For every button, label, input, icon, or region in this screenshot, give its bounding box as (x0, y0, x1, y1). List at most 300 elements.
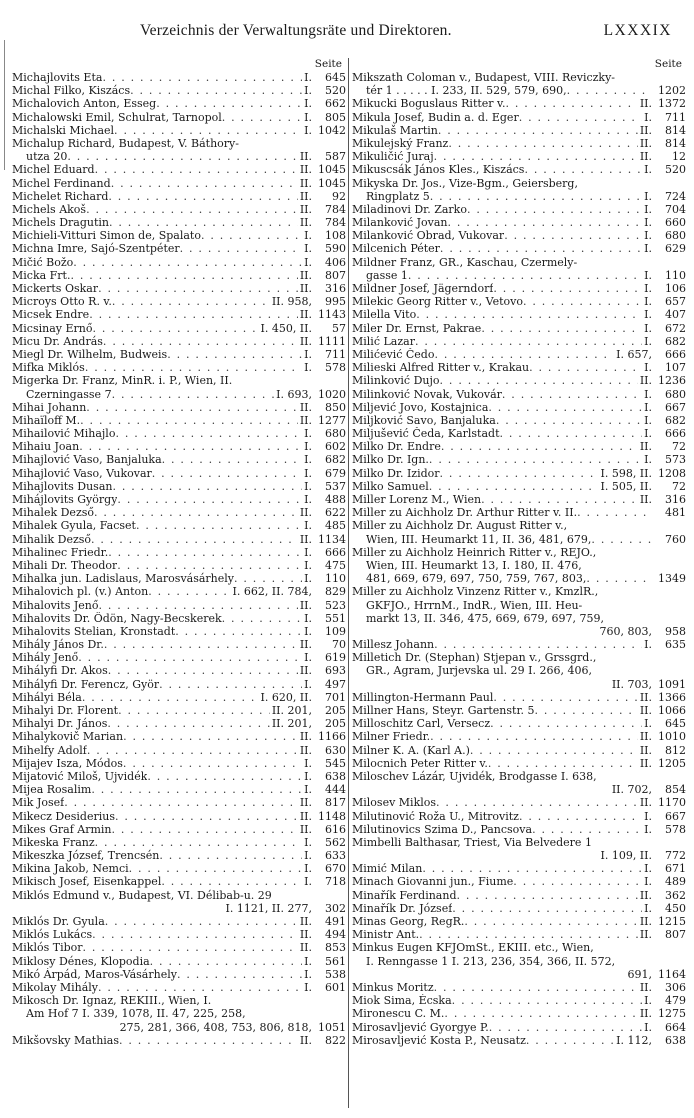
entry-text: Michal Filko, Kiszács (12, 84, 131, 98)
entry-text: Ringplatz 5 (366, 189, 430, 203)
entry-line (12, 71, 346, 84)
page-ref: 666 (325, 545, 346, 559)
leader-dots (591, 533, 652, 546)
volume-ref: II. 958, (271, 295, 312, 309)
page-ref: 701 (325, 690, 346, 704)
entry-text: Czerningasse 7 (26, 387, 112, 401)
leader-dots (78, 651, 302, 664)
entry-line (12, 493, 346, 506)
index-entry (12, 546, 346, 559)
index-entry (352, 506, 686, 519)
page-ref: 814 (665, 136, 686, 150)
entry-line (12, 849, 346, 862)
index-entry (12, 84, 346, 97)
entry-text: gasse 1 (366, 268, 408, 282)
volume-ref: I. (644, 400, 652, 414)
leader-dots (119, 1034, 298, 1047)
entry-text: Mikó Árpád, Maros-Vásárhely (12, 967, 177, 981)
leader-dots (429, 453, 642, 466)
leader-dots (504, 229, 642, 242)
entry-text: Michel Ferdinand (12, 176, 111, 190)
entry-line (352, 744, 686, 757)
entry-line (352, 915, 686, 928)
page-ref: 205 (325, 704, 346, 717)
entry-line (12, 124, 346, 137)
entry-continuation-line (352, 190, 686, 203)
entry-text: Mihajlovits Dusan (12, 479, 113, 493)
entry-line (12, 836, 346, 849)
leader-dots (408, 269, 642, 282)
leader-dots (159, 678, 302, 691)
entry-text: Mihalka jun. Ladislaus, Marosvásárhely (12, 572, 235, 586)
page-ref: 638 (325, 769, 346, 783)
leader-dots (489, 1021, 642, 1034)
entry-text: Micu Dr. András (12, 334, 103, 348)
entry-line (352, 994, 686, 1007)
entry-continuation-line (352, 559, 686, 572)
entry-text: Mihály János Dr. (12, 638, 104, 652)
entry-text: Mihajlović Vaso, Banjaluka (12, 453, 162, 467)
page-ref: 814 (665, 123, 686, 137)
index-entry (12, 559, 346, 572)
entry-text: Mifka Miklós (12, 361, 85, 375)
entry-line (352, 242, 686, 255)
entry-text: Milutinovics Szima D., Pancsova (352, 822, 533, 836)
entry-line (352, 401, 686, 414)
index-entry (12, 770, 346, 783)
entry-line (12, 757, 346, 770)
margin-rule (4, 40, 5, 170)
index-entry (12, 651, 346, 664)
entry-line (352, 717, 686, 730)
page-ref: 679 (325, 466, 346, 480)
index-entry (352, 493, 686, 506)
leader-dots (150, 955, 303, 968)
entry-line (352, 137, 686, 150)
page-ref: 805 (325, 110, 346, 124)
entry-text: 275, 281, 366, 408, 753, 806, 818, (119, 1020, 312, 1034)
page-ref: 450 (665, 901, 686, 915)
index-entry (12, 335, 346, 348)
entry-text: Michajlovits Eta (12, 71, 103, 84)
index-entry (352, 836, 686, 862)
index-entry (12, 981, 346, 994)
page-ref: 561 (325, 954, 346, 968)
entry-continuation-line (352, 955, 686, 968)
entry-line (12, 414, 346, 427)
entry-line (12, 889, 346, 902)
page-ref: 645 (325, 71, 346, 84)
volume-ref: II. (299, 176, 312, 190)
volume-ref: I. (304, 493, 312, 506)
volume-ref: I. (304, 71, 312, 84)
volume-ref: II. (639, 374, 652, 388)
entry-text: Miegl Dr. Wilhelm, Budweis (12, 347, 168, 361)
leader-dots (430, 190, 642, 203)
page-ref: 1170 (658, 796, 686, 810)
index-entry (12, 928, 346, 941)
leader-dots (448, 216, 643, 229)
entry-text: Michieli-Vitturi Simon de, Spalato (12, 229, 201, 243)
volume-ref: I. (304, 427, 312, 441)
page-ref: 497 (325, 677, 346, 691)
leader-dots (98, 282, 298, 295)
entry-text: Mikszath Coloman v., Budapest, VIII. Reviczky- (352, 71, 616, 84)
entry-line (12, 546, 346, 559)
entry-line (12, 770, 346, 783)
leader-dots (519, 810, 642, 823)
entry-line (352, 836, 686, 849)
page-ref: 1042 (318, 123, 346, 137)
entry-text: Mikšovsky Mathias (12, 1033, 119, 1047)
volume-ref: II. (299, 400, 312, 414)
leader-dots (438, 124, 638, 137)
entry-line (352, 203, 686, 216)
entry-text: Millington-Hermann Paul (352, 690, 494, 704)
entry-line (352, 770, 686, 783)
entry-line (352, 374, 686, 387)
entry-text: Mihalovits Stelian, Kronstadt (12, 624, 176, 638)
entry-text: Milićević Čedo (352, 347, 435, 361)
index-entry (12, 585, 346, 598)
page-ref: 622 (325, 506, 346, 520)
leader-dots (481, 493, 638, 506)
leader-dots (112, 388, 275, 401)
entry-text: Mihaïloff M. (12, 413, 81, 427)
entry-text: Miljušević Čeda, Karlstadt (352, 427, 500, 441)
volume-ref: I. (644, 295, 652, 309)
leader-dots (115, 427, 302, 440)
entry-text: Micsinay Ernő (12, 321, 93, 335)
page-ref: 1051 (318, 1020, 346, 1034)
entry-text: Mihai Johann (12, 400, 87, 414)
volume-ref: I. (644, 427, 652, 441)
volume-ref: I. (304, 769, 312, 783)
entry-continuation-line (352, 664, 686, 677)
entry-line (12, 994, 346, 1007)
page-ref: 573 (665, 453, 686, 467)
entry-line (12, 190, 346, 203)
leader-dots (83, 941, 298, 954)
entry-text: Miljković Savo, Banjaluka (352, 413, 496, 427)
leader-dots (436, 796, 638, 809)
index-entry (352, 585, 686, 638)
index-entry (12, 216, 346, 229)
volume-ref: I. (304, 123, 312, 137)
volume-ref: II. (299, 189, 312, 203)
leader-dots (535, 704, 638, 717)
entry-text: tér 1 . . . . . I. 233, II. 529, 579, 690, (366, 84, 567, 98)
index-entry (12, 282, 346, 295)
volume-ref: I. (644, 638, 652, 652)
page-ref: 854 (665, 783, 686, 797)
volume-ref: I. (304, 756, 312, 770)
left-entries (12, 71, 346, 1047)
entry-line (352, 308, 686, 321)
entry-text: Minkus Moritz (352, 980, 434, 994)
volume-ref: II. (299, 216, 312, 230)
entry-text: I. 109, II. (600, 849, 652, 863)
volume-ref: I. 662, II. 784, (232, 585, 312, 599)
page-ref: 1020 (318, 387, 346, 401)
index-entry (352, 651, 686, 691)
index-entry (352, 163, 686, 176)
leader-dots (177, 968, 302, 981)
entry-line (352, 691, 686, 704)
entry-line (352, 295, 686, 308)
index-entry (12, 599, 346, 612)
leader-dots (180, 242, 303, 255)
leader-dots (452, 994, 642, 1007)
page-ref: 666 (665, 427, 686, 441)
index-entry (352, 1021, 686, 1034)
index-entry (12, 229, 346, 242)
entry-text: Millesz Johann (352, 638, 435, 652)
page-ref: 1208 (658, 466, 686, 480)
leader-dots (419, 928, 638, 941)
index-entry (12, 889, 346, 915)
leader-dots (123, 757, 302, 770)
page-ref: 92 (332, 189, 346, 203)
page-ref: 1275 (658, 1007, 686, 1021)
volume-ref: II. (639, 1007, 652, 1021)
index-entry (12, 467, 346, 480)
page-ref: 1277 (318, 413, 346, 427)
entry-line (352, 322, 686, 335)
index-entry (352, 256, 686, 282)
leader-dots (107, 717, 269, 730)
index-entry (352, 902, 686, 915)
page-ref: 1010 (658, 730, 686, 744)
entry-text: Michel Eduard (12, 163, 95, 177)
entry-text: Mihali Dr. Theodor (12, 558, 118, 572)
leader-dots (108, 546, 302, 559)
page-ref: 660 (665, 216, 686, 230)
entry-text: Milner Friedr. (352, 730, 431, 744)
volume-ref: II. (299, 809, 312, 823)
entry-text: Miklós Dr. Gyula (12, 915, 105, 928)
volume-ref: I. (304, 677, 312, 691)
entry-line (352, 256, 686, 269)
entry-line (12, 612, 346, 625)
page-title: Verzeichnis der Verwaltungsräte und Direktoren. (140, 22, 452, 39)
index-entry (12, 875, 346, 888)
index-entry (12, 242, 346, 255)
entry-line (12, 572, 346, 585)
page-ref: 664 (665, 1020, 686, 1034)
entry-continuation-line (352, 678, 686, 691)
leader-dots (80, 414, 298, 427)
page-ref: 671 (665, 862, 686, 876)
entry-continuation-line (352, 572, 686, 585)
index-entry (12, 955, 346, 968)
page-ref: 57 (332, 321, 346, 335)
volume-ref: I. (644, 163, 652, 177)
page-ref: 1202 (658, 84, 686, 98)
entry-text: Mikula Josef, Budin a. d. Eger (352, 110, 519, 124)
page-ref: 537 (325, 479, 346, 493)
leader-dots (502, 388, 642, 401)
entry-text: Mijajev Isza, Módos (12, 756, 123, 770)
entry-continuation-line (352, 269, 686, 282)
index-entry (352, 374, 686, 387)
leader-dots (493, 282, 642, 295)
volume-ref: I. (644, 308, 652, 322)
index-entry (352, 994, 686, 1007)
volume-ref: II. (299, 334, 312, 348)
entry-line (352, 414, 686, 427)
page-ref: 616 (325, 822, 346, 836)
entry-line (352, 361, 686, 374)
entry-text: Michels Akoš (12, 202, 87, 216)
page-ref: 110 (665, 268, 686, 282)
leader-dots (161, 875, 302, 888)
leader-dots (117, 559, 302, 572)
volume-ref: II. (639, 123, 652, 137)
index-entry (352, 111, 686, 124)
index-entry (12, 414, 346, 427)
entry-line (12, 348, 346, 361)
entry-line (12, 941, 346, 954)
leader-dots (70, 269, 297, 282)
page-ref: 784 (325, 202, 346, 216)
entry-line (352, 823, 686, 836)
leader-dots (526, 1034, 614, 1047)
volume-ref: II. (639, 743, 652, 757)
leader-dots (457, 889, 638, 902)
seite-label: Seite (654, 58, 682, 70)
entry-text: Milanković Obrad, Vukovar (352, 229, 505, 243)
entry-text: Mihajlović Vaso, Vukovar (12, 466, 152, 480)
volume-ref: II. (299, 150, 312, 164)
page-ref: 306 (665, 980, 686, 994)
entry-text: Michalup Richard, Budapest, V. Báthory- (12, 136, 239, 150)
volume-ref: II. (299, 598, 312, 612)
page-ref: 520 (325, 84, 346, 98)
entry-line (12, 467, 346, 480)
index-entry (12, 625, 346, 638)
entry-line (352, 941, 686, 954)
page-ref: 601 (325, 980, 346, 994)
index-entry (12, 348, 346, 361)
volume-ref: I. (304, 545, 312, 559)
volume-ref: I. (304, 479, 312, 493)
entry-text: Mikina Jakob, Nemci (12, 862, 129, 876)
volume-ref: I. (644, 387, 652, 401)
entry-line (352, 810, 686, 823)
index-entry (352, 322, 686, 335)
leader-dots (444, 1007, 637, 1020)
entry-text: Mikulaš Martin (352, 123, 438, 137)
left-column (12, 58, 346, 1110)
entry-line (12, 97, 346, 110)
entry-line (352, 730, 686, 743)
leader-dots (67, 150, 297, 163)
page-ref: 682 (665, 413, 686, 427)
index-entry (12, 664, 346, 677)
page-ref: 829 (325, 585, 346, 599)
entry-text: Mihályfi Dr. Ferencz, Györ (12, 677, 160, 691)
page-ref: 635 (665, 638, 686, 652)
volume-ref: I. (304, 980, 312, 994)
page-ref: 110 (325, 572, 346, 586)
volume-ref: I. (304, 453, 312, 467)
entry-line (352, 177, 686, 190)
index-entry (352, 770, 686, 796)
entry-continuation-line (352, 625, 686, 638)
entry-text: Mikeska Franz (12, 835, 95, 849)
page-ref: 657 (665, 295, 686, 309)
leader-dots (481, 322, 642, 335)
entry-text: Mihaiu Joan (12, 440, 80, 454)
entry-text: Mihályfi Dr. Akos (12, 664, 108, 678)
leader-dots (488, 401, 642, 414)
entry-text: Milloschitz Carl, Versecz (352, 717, 491, 731)
page-ref: 488 (325, 493, 346, 506)
entry-line (352, 97, 686, 110)
index-entry (12, 71, 346, 84)
entry-text: Milanković Jovan (352, 216, 448, 230)
entry-text: II. 702, (611, 783, 652, 797)
entry-line (12, 335, 346, 348)
page-ref: 711 (665, 110, 686, 124)
page-ref: 494 (325, 928, 346, 942)
leader-dots (159, 849, 302, 862)
entry-line (12, 968, 346, 981)
volume-ref: I. (304, 651, 312, 665)
entry-text: Mihályi Béla (12, 690, 82, 704)
index-entry (352, 150, 686, 163)
leader-dots (92, 928, 298, 941)
volume-ref: I. (304, 862, 312, 876)
leader-dots (86, 401, 298, 414)
entry-text: Mikyska Dr. Jos., Vize-Bgm., Geiersberg, (352, 176, 578, 190)
index-entry (352, 177, 686, 203)
leader-dots (467, 203, 642, 216)
leader-dots (586, 572, 652, 585)
index-entry (12, 308, 346, 321)
index-entry (352, 875, 686, 888)
index-entry (12, 968, 346, 981)
page-ref: 316 (665, 493, 686, 506)
entry-line (12, 322, 346, 335)
index-entry (352, 730, 686, 743)
entry-text: Milutinović Roža U., Mitrovitz (352, 809, 519, 823)
entry-line (12, 203, 346, 216)
page-ref: 850 (325, 400, 346, 414)
entry-text: Mikucki Boguslaus Ritter v. (352, 97, 506, 111)
page-ref: 629 (665, 242, 686, 256)
leader-dots (112, 480, 302, 493)
entry-text: Milko Samuel (352, 479, 429, 493)
leader-dots (85, 361, 302, 374)
entry-line (352, 704, 686, 717)
leader-dots (108, 190, 297, 203)
leader-dots (434, 150, 638, 163)
leader-dots (440, 374, 638, 387)
entry-line (12, 599, 346, 612)
entry-line (12, 810, 346, 823)
volume-ref: I. (644, 453, 652, 467)
entry-line (352, 163, 686, 176)
leader-dots (513, 875, 642, 888)
leader-dots (532, 823, 642, 836)
leader-dots (129, 862, 303, 875)
volume-ref: I. (304, 255, 312, 269)
leader-dots (87, 744, 298, 757)
index-entry (352, 717, 686, 730)
volume-ref: II. (639, 915, 652, 928)
